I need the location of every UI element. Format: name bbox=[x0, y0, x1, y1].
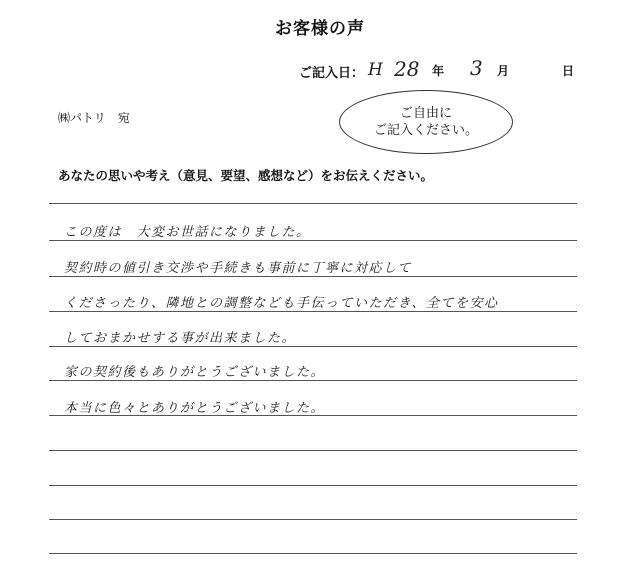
date-month-value: 3 bbox=[470, 56, 483, 80]
ruled-line bbox=[49, 276, 577, 277]
message-line: この度は 大変お世話になりました。 bbox=[64, 225, 311, 240]
ruled-line bbox=[49, 519, 577, 520]
ruled-line bbox=[49, 203, 577, 204]
message-line: くださったり、隣地との調整なども手伝っていただき、全てを安心 bbox=[64, 296, 499, 311]
ruled-line bbox=[49, 553, 577, 554]
page-title: お客様の声 bbox=[275, 19, 365, 39]
date-year-value: 28 bbox=[394, 57, 420, 81]
date-label: ご記入日： bbox=[299, 66, 365, 81]
bubble-line-2: ご記入ください。 bbox=[373, 123, 478, 138]
date-era-value: H bbox=[368, 60, 383, 80]
message-line: しておまかせする事が出来ました。 bbox=[64, 331, 297, 346]
ruled-line bbox=[49, 311, 577, 312]
message-line: 家の契約後もありがとうございました。 bbox=[64, 365, 326, 380]
date-month-unit: 月 bbox=[497, 64, 510, 78]
message-line: 本当に色々とありがとうございました。 bbox=[64, 401, 326, 416]
ruled-line bbox=[49, 415, 577, 416]
ruled-line bbox=[49, 346, 577, 347]
ruled-line bbox=[49, 485, 577, 486]
message-line: 契約時の値引き交渉や手続きも事前に丁寧に対応して bbox=[64, 261, 413, 276]
bubble-line-1: ご自由に bbox=[399, 106, 452, 121]
ruled-line bbox=[49, 380, 577, 381]
ruled-line bbox=[49, 450, 577, 451]
recipient-company: ㈱パトリ 宛 bbox=[58, 111, 130, 125]
date-year-unit: 年 bbox=[432, 64, 445, 78]
date-day-unit: 日 bbox=[562, 64, 575, 78]
ruled-line bbox=[49, 240, 577, 241]
free-entry-bubble bbox=[339, 90, 513, 154]
feedback-prompt: あなたの思いや考え（意見、要望、感想など）をお伝えください。 bbox=[58, 168, 434, 183]
